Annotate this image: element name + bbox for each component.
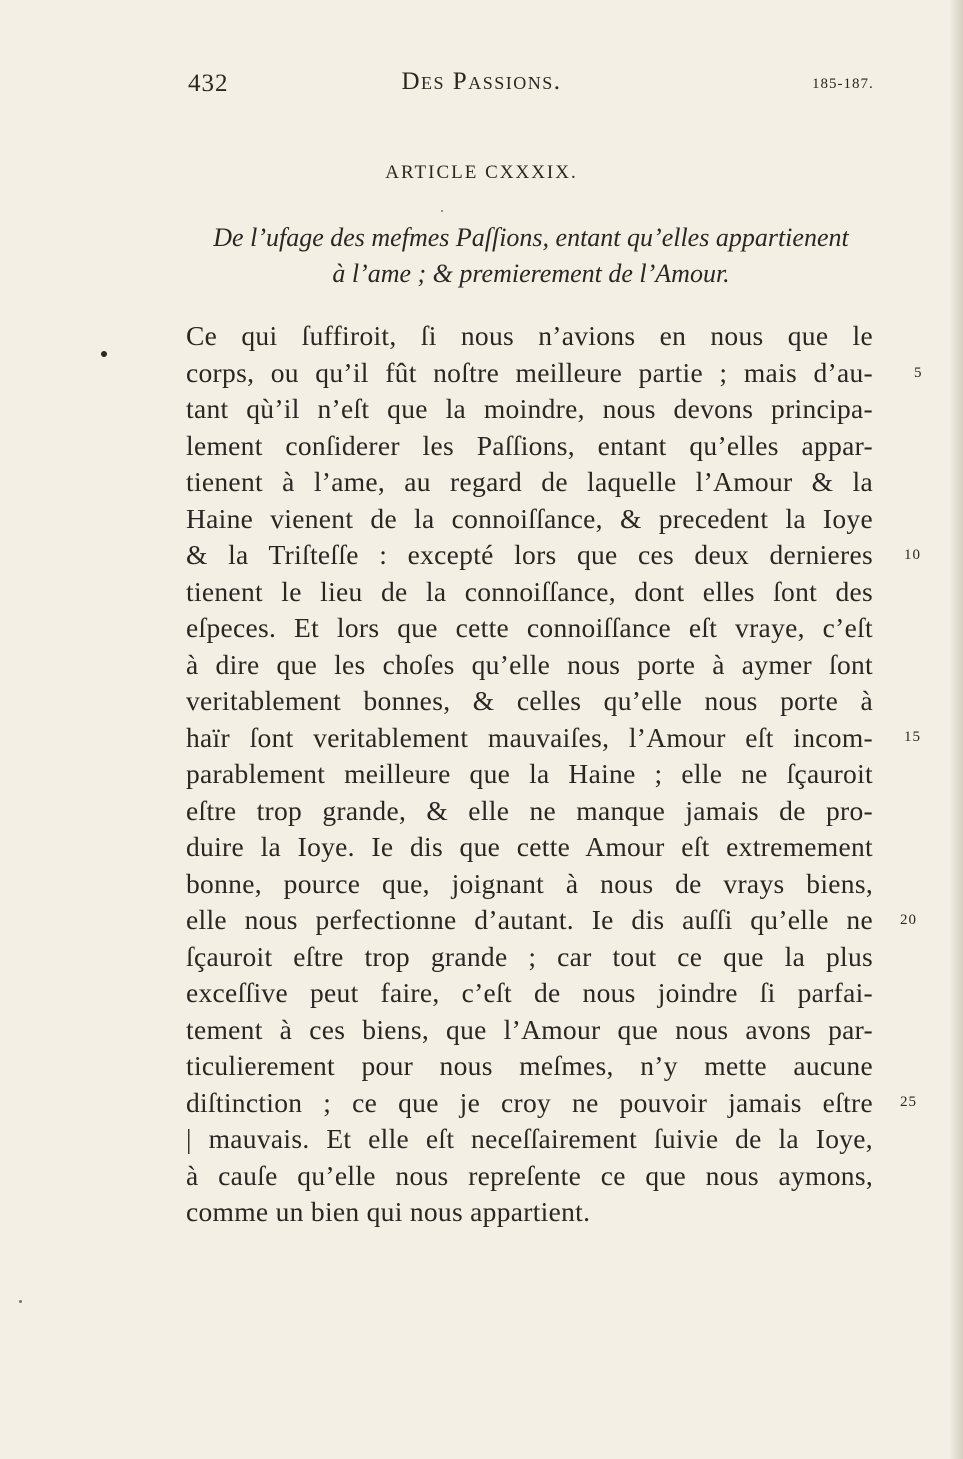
page-edge-shadow bbox=[949, 0, 963, 1459]
body-line: Ce qui ſuffiroit, ſi nous n’avions en nous que le bbox=[186, 320, 873, 351]
body-line: Haine vienent de la connoiſſance, & precedent la Ioye bbox=[186, 502, 873, 534]
body-line: diſtinction ; ce que je croy ne pouvoir jamais eſtre bbox=[186, 1086, 873, 1118]
body-line: lement conſiderer les Paſſions, entant qu’elles appar- bbox=[186, 429, 873, 461]
body-line: tant qù’il n’eſt que la moindre, nous devons principa- bbox=[186, 393, 873, 424]
body-line: bonne, pource que, joignant à nous de vrays biens, bbox=[186, 867, 873, 899]
ink-speck bbox=[19, 1300, 22, 1303]
body-line: | mauvais. Et elle eſt neceſſairement ſuivie de la Ioye, bbox=[186, 1123, 873, 1154]
running-head bbox=[0, 66, 963, 102]
ink-speck bbox=[101, 351, 107, 357]
line-number: 10 bbox=[904, 547, 921, 563]
article-range: 185-187. bbox=[812, 76, 874, 92]
ink-speck bbox=[441, 210, 443, 212]
body-line: eſtre trop grande, & elle ne manque jamais de pro- bbox=[186, 794, 873, 826]
body-line: tement à ces biens, que l’Amour que nous avons par- bbox=[186, 1013, 873, 1045]
body-line: veritablement bonnes, & celles qu’elle nous porte à bbox=[186, 685, 873, 716]
body-line: elle nous perfectionne d’autant. Ie dis auſſi qu’elle ne bbox=[186, 904, 873, 935]
body-line: haïr ſont veritablement mauvaiſes, l’Amour eſt incom- bbox=[186, 721, 873, 753]
body-line: exceſſive peut faire, c’eſt de nous joindre ſi parfai- bbox=[186, 977, 873, 1008]
body-line: duire la Ioye. Ie dis que cette Amour eſt extremement bbox=[186, 831, 873, 862]
body-line: comme un bien qui nous appartient. bbox=[186, 1196, 591, 1227]
line-number: 15 bbox=[904, 729, 921, 745]
body-line: & la Triſteſſe : excepté lors que ces deux dernieres bbox=[186, 539, 873, 570]
line-number: 25 bbox=[900, 1094, 917, 1110]
article-title-line: à l’ame ; & premierement de l’Amour. bbox=[332, 259, 730, 288]
running-title: Des Passions. bbox=[401, 68, 562, 95]
line-number: 5 bbox=[914, 365, 923, 381]
line-number: 20 bbox=[900, 912, 917, 928]
body-line: ticulierement pour nous meſmes, n’y mette aucune bbox=[186, 1050, 873, 1081]
body-text bbox=[186, 318, 873, 1231]
body-line: à cauſe qu’elle nous repreſente ce que nous aymons, bbox=[186, 1159, 873, 1191]
body-line: parablement meilleure que la Haine ; elle ne ſçauroit bbox=[186, 758, 873, 789]
article-title-line: De l’ufage des mefmes Paſſions, entant qu’elles appartienent bbox=[213, 223, 849, 252]
body-line: eſpeces. Et lors que cette connoiſſance eſt vraye, c’eſt bbox=[186, 612, 873, 643]
body-line: à dire que les choſes qu’elle nous porte à aymer ſont bbox=[186, 648, 873, 680]
body-line: tienent à l’ame, au regard de laquelle l’Amour & la bbox=[186, 466, 873, 497]
article-title bbox=[186, 220, 876, 292]
page-number: 432 bbox=[188, 70, 229, 97]
body-line: ſçauroit eſtre trop grande ; car tout ce que la plus bbox=[186, 940, 873, 972]
body-line: tienent le lieu de la connoiſſance, dont elles ſont des bbox=[186, 575, 873, 607]
body-line: corps, ou qu’il fût noſtre meilleure partie ; mais d’au- bbox=[186, 356, 873, 388]
article-heading: ARTICLE CXXXIX. bbox=[385, 162, 578, 183]
